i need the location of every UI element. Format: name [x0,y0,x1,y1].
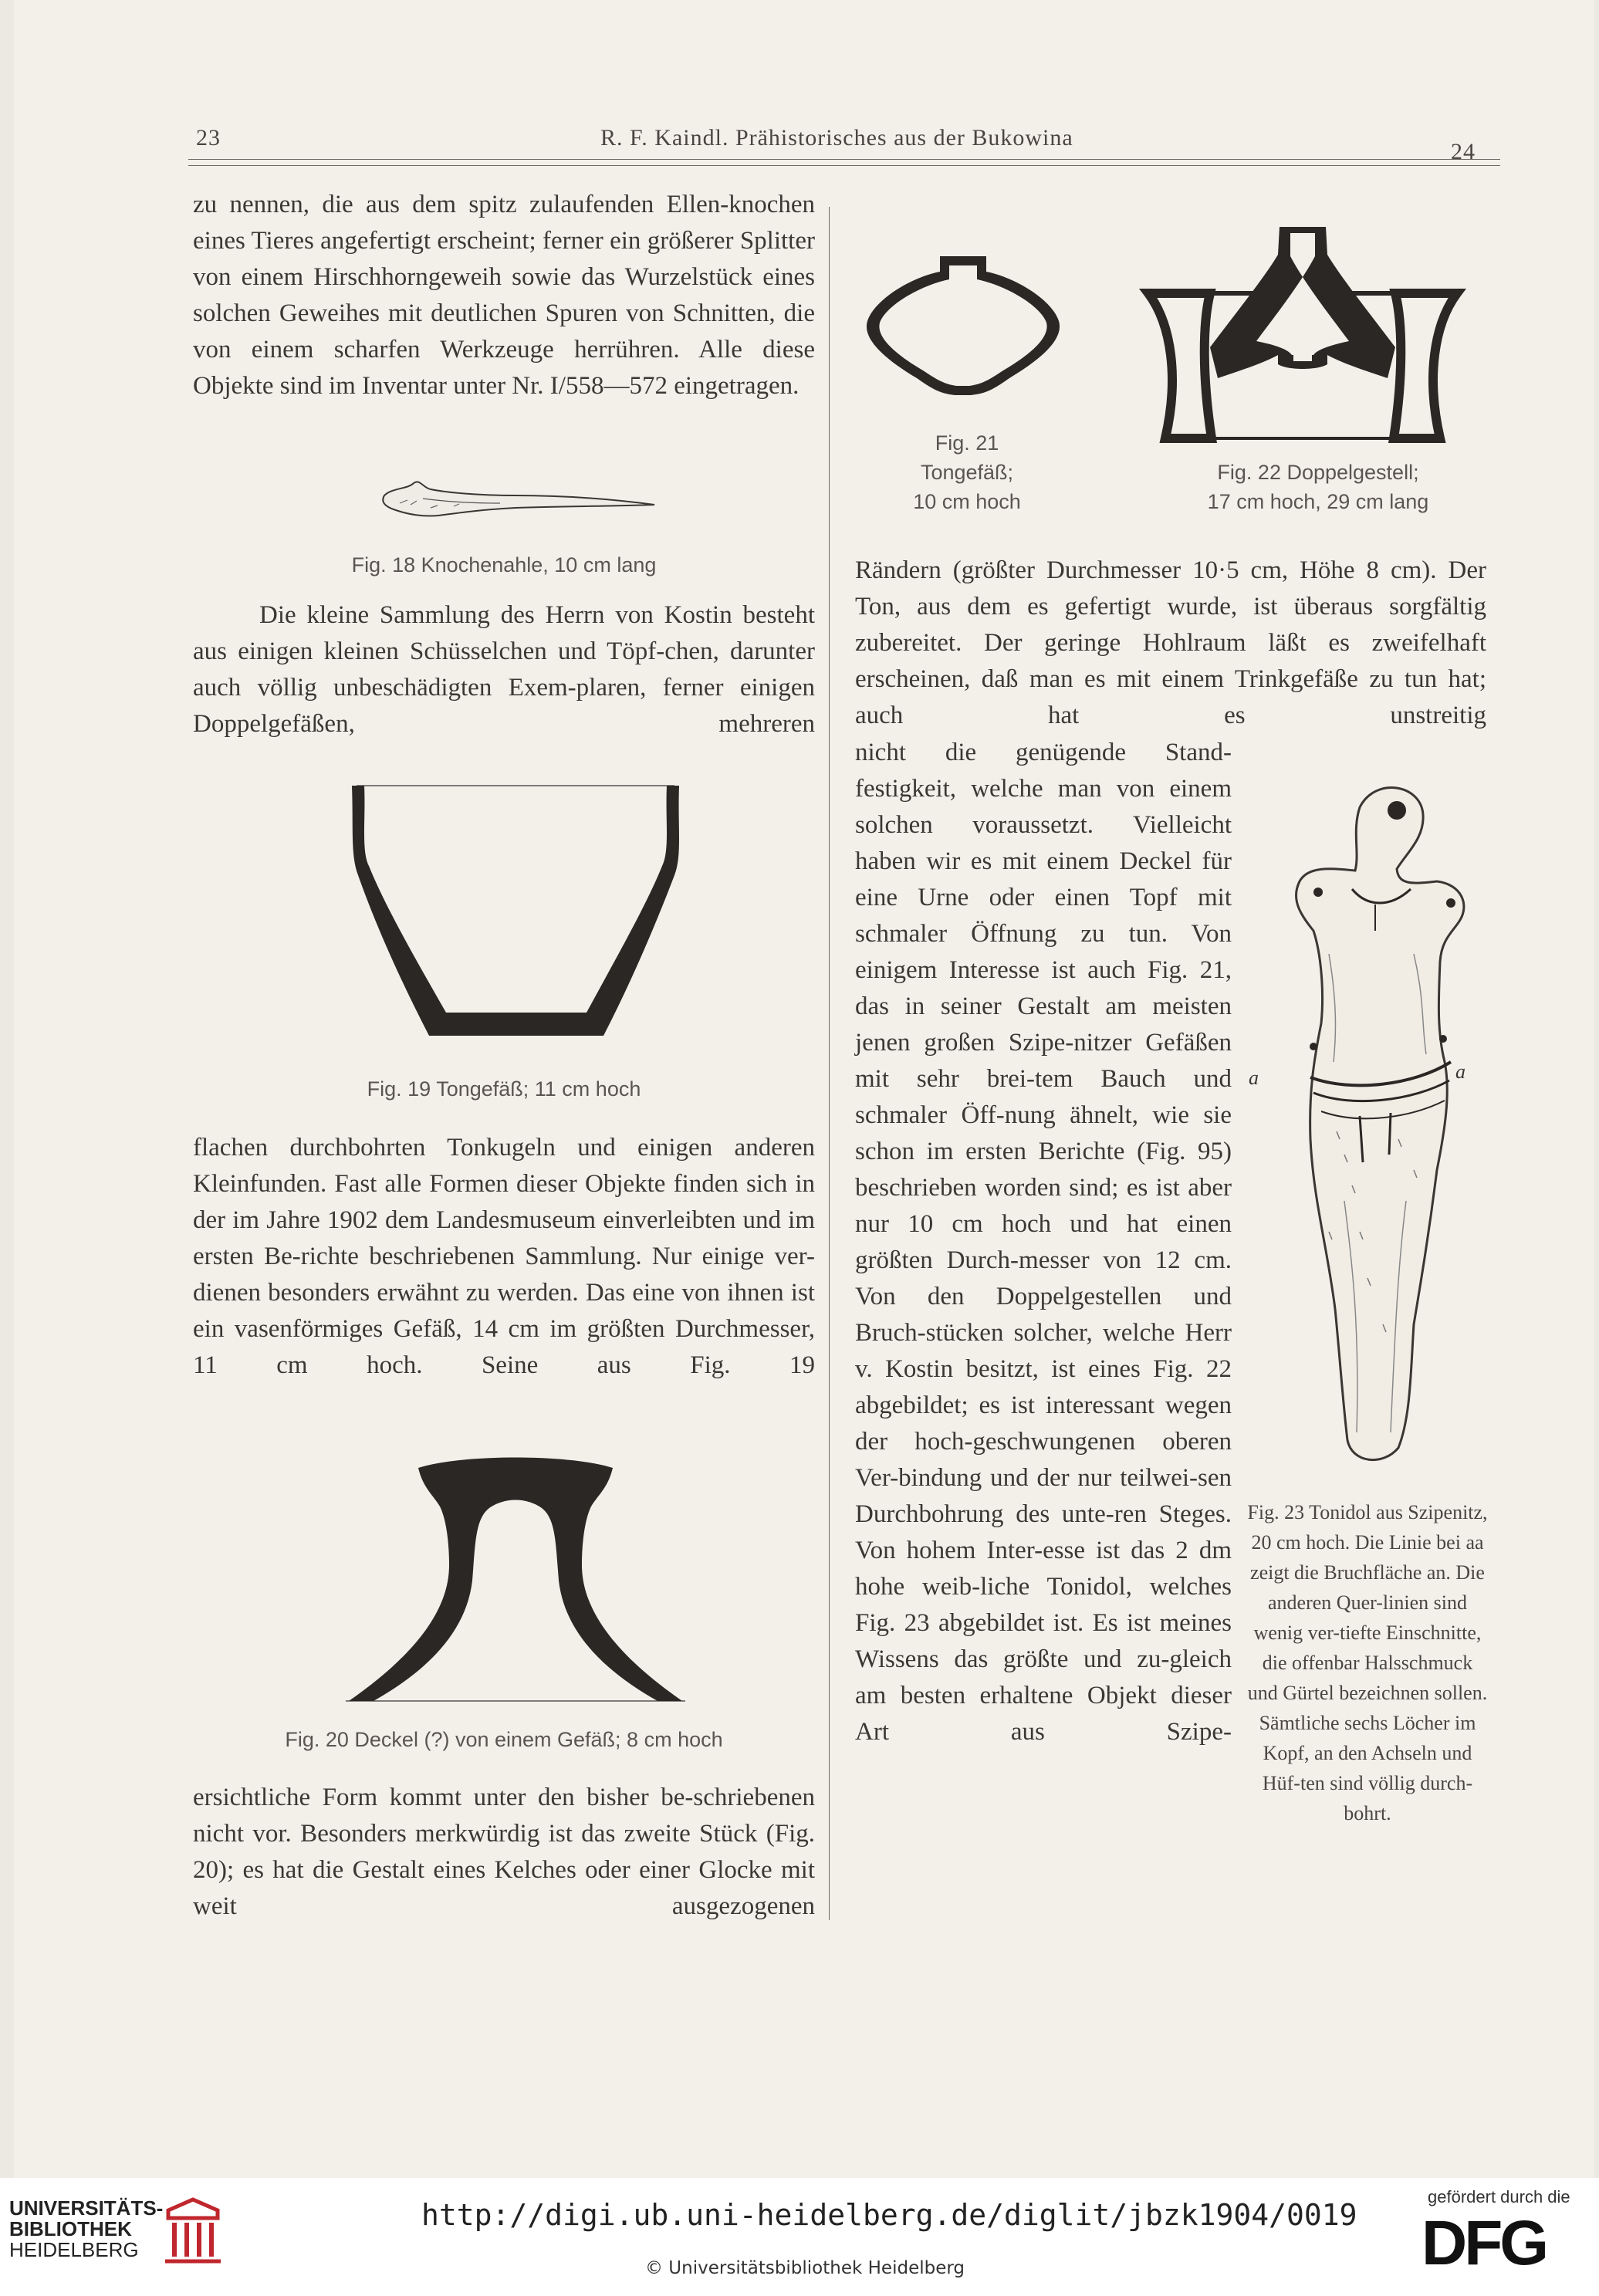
copyright-notice: © Universitätsbibliothek Heidelberg [645,2258,965,2278]
left-column-para-1: zu nennen, die aus dem spitz zulaufenden Ellen-knochen eines Tieres angefertigt erscheint; ferner ein größerer Splitter von einem Hirschhorngeweih sowie das Wurzelstück eines solchen Geweihes mit deutlichen Spuren von Schnitten, die von einem scharfen Werkzeuge herrühren. Alle diese Objekte sind im Inventar unter Nr. I/558—572 eingetragen. [193,191,815,400]
library-name-line3: HEIDELBERG [9,2238,139,2261]
header-rule-2 [188,165,1500,166]
fig21-caption-line1: Fig. 21 [935,431,999,455]
library-footer [0,2178,1599,2296]
fig23-mark-a-right: a [1455,1060,1465,1083]
fig20-caption: Fig. 20 Deckel (?) von einem Gefäß; 8 cm hoch [285,1728,723,1751]
fig22-caption-line1: Fig. 22 Doppelgestell; [1217,461,1419,484]
library-logo-icon [162,2195,224,2264]
fig18-caption: Fig. 18 Knochenahle, 10 cm lang [351,553,657,577]
left-column-para-2: Die kleine Sammlung des Herrn von Kostin besteht aus einigen kleinen Schüsselchen und Töpf-chen, darunter auch völlig unbeschädigten Exem-plaren, ferner einigen Doppelgefäßen, mehreren [193,601,815,738]
fig22-double-vessel-drawing [1125,224,1480,448]
dfg-funding-note: gefördert durch die [1428,2187,1570,2206]
fig21-caption-line2: Tongefäß; [920,461,1014,484]
right-column-para-2: nicht die genügende Stand-festigkeit, welche man von einem solchen voraussetzt. Vielleicht haben wir es mit einem Deckel für eine Urne oder einen Topf mit schmaler Öffnung zu tun. Von einigem Interesse ist auch Fig. 21, das in seiner Gestalt am meisten jenen großen Szipe-nitzer Gefäßen mit sehr brei-tem Bauch und schmaler Öff-nung ähnelt, wie sie schon im ersten Berichte (Fig. 95) beschrieben worden sind; es ist aber nur 10 cm hoch und hat einen größten Durch-messer von 12 cm. Von den Doppelgestellen und Bruch-stücken solcher, welche Herr v. Kostin besitzt, ist eines Fig. 22 abgebildet; es ist interessant wegen der hoch-geschwungenen oberen Ver-bindung und der nur teilwei-sen Durchbohrung des unte-ren Steges. Von hohem Inter-esse ist das 2 dm hohe weib-liche Tonidol, welches Fig. 23 abgebildet ist. Es ist meines Wissens das größte und zu-gleich am besten erhaltene Objekt dieser Art aus Szipe- [855,739,1232,1746]
left-column-para-3: flachen durchbohrten Tonkugeln und einigen anderen Kleinfunden. Fast alle Formen dieser Objekte finden sich in der im Jahre 1902 dem Landesmuseum einverleibten und im ersten Be-richte beschriebenen Sammlung. Nur einige ver-dienen besonders erwähnt zu werden. Das eine von ihnen ist ein vasenförmiges Gefäß, 14 cm im größten Durchmesser, 11 cm hoch. Seine aus Fig. 19 [193,1134,815,1379]
permalink-url[interactable]: http://digi.ub.uni-heidelberg.de/diglit/jbzk1904/0019 [421,2198,1357,2232]
fig19-vessel-drawing [338,781,693,1059]
fig23-idol-drawing [1259,769,1491,1479]
fig23-caption: Fig. 23 Tonidol aus Szipenitz, 20 cm hoch. Die Linie bei aa zeigt die Bruchfläche an. Die anderen Quer-linien sind wenig ver-tiefte Einschnitte, die offenbar Halsschmuck und Gürtel bezeichnen sollen. Sämtliche sechs Löcher im Kopf, an den Achseln und Hüf-ten sind völlig durch-bohrt. [1247,1501,1488,1824]
left-column-para-4: ersichtliche Form kommt unter den bisher be-schriebenen nicht vor. Besonders merkwürdig ist das zweite Stück (Fig. 20); es hat die Gestalt eines Kelches oder einer Glocke mit weit ausgezogenen [193,1784,815,1920]
scanned-page [14,0,1594,2178]
fig20-lid-drawing [346,1449,685,1712]
dfg-logo: DFG [1422,2208,1547,2278]
library-name-line1: UNIVERSITÄTS- [9,2196,164,2220]
fig19-caption: Fig. 19 Tongefäß; 11 cm hoch [367,1077,641,1101]
header-rule [188,159,1500,160]
fig22-caption-line2: 17 cm hoch, 29 cm lang [1207,490,1429,513]
fig18-bone-awl-drawing [377,472,662,526]
library-name-line2: BIBLIOTHEK [9,2217,132,2240]
fig21-caption-line3: 10 cm hoch [913,490,1021,513]
running-title: R. F. Kaindl. Prähistorisches aus der Bukowina [600,125,1073,150]
page-number-right: 24 [1451,139,1476,164]
right-column-para-1: Rändern (größter Durchmesser 10·5 cm, Höhe 8 cm). Der Ton, aus dem es gefertigt wurde, ist überaus sorgfältig zubereitet. Der geringe Hohlraum läßt es zweifelhaft erscheinen, daß man es mit einem Trinkgefäße zu tun hat; auch hat es unstreitig [855,556,1486,729]
fig21-vessel-drawing [855,247,1071,401]
page-number-left: 23 [196,125,221,150]
column-divider [829,207,830,1920]
fig23-mark-a-left: a [1249,1067,1259,1089]
